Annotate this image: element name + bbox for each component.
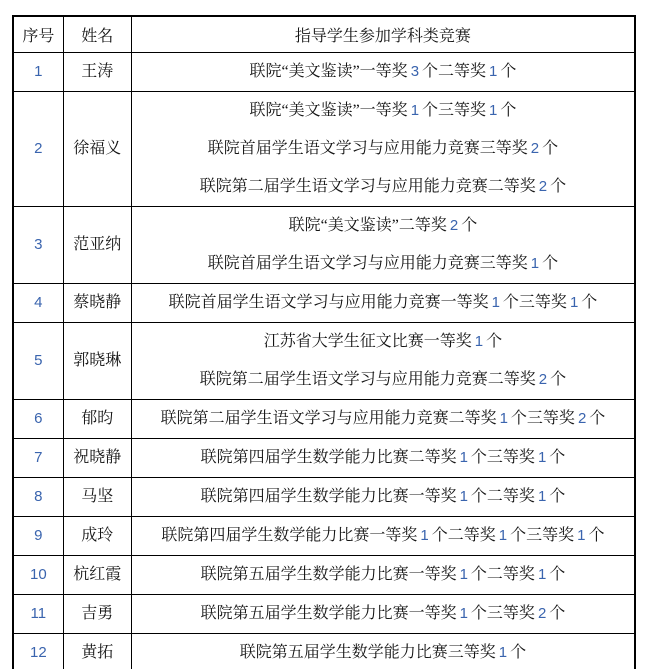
award-line: 联院第五届学生数学能力比赛一等奖 1 个二等奖 1 个: [200, 565, 566, 583]
awards-table: [12, 15, 636, 669]
row-number: 2: [13, 91, 63, 206]
teacher-name: 杭红霞: [63, 555, 131, 594]
table-row: [13, 477, 635, 516]
award-line: 江苏省大学生征文比赛一等奖 1 个: [263, 332, 503, 350]
award-line: 联院第四届学生数学能力比赛一等奖 1 个二等奖 1 个三等奖 1 个: [161, 526, 605, 544]
table-row: [13, 283, 635, 322]
teacher-name: 郁昀: [63, 399, 131, 438]
table-row: [13, 322, 635, 399]
award-line: 联院第四届学生数学能力比赛二等奖 1 个三等奖 1 个: [200, 448, 566, 466]
award-cell: [131, 399, 635, 438]
teacher-name: 徐福义: [63, 91, 131, 206]
row-number: 11: [13, 594, 63, 633]
header-row: [13, 16, 635, 52]
teacher-name: 马坚: [63, 477, 131, 516]
award-cell: [131, 283, 635, 322]
table-row: [13, 399, 635, 438]
row-number: 10: [13, 555, 63, 594]
table-row: [13, 516, 635, 555]
award-cell: [131, 91, 635, 206]
teacher-name: 范亚纳: [63, 206, 131, 283]
table-row: [13, 594, 635, 633]
teacher-name: 祝晓静: [63, 438, 131, 477]
row-number: 3: [13, 206, 63, 283]
table-row: [13, 438, 635, 477]
award-cell: [131, 438, 635, 477]
teacher-name: 黄拓: [63, 633, 131, 669]
row-number: 6: [13, 399, 63, 438]
award-line: 联院“美文鉴读”二等奖 2 个: [288, 216, 478, 234]
award-line: 联院“美文鉴读”一等奖 1 个三等奖 1 个: [249, 101, 517, 119]
award-line: 联院首届学生语文学习与应用能力竞赛三等奖 1 个: [207, 254, 559, 272]
award-cell: [131, 477, 635, 516]
header-awards: 指导学生参加学科类竞赛: [131, 16, 635, 52]
award-line: 联院第五届学生数学能力比赛一等奖 1 个三等奖 2 个: [200, 604, 566, 622]
award-line: 联院第四届学生数学能力比赛一等奖 1 个二等奖 1 个: [200, 487, 566, 505]
teacher-name: 王涛: [63, 52, 131, 91]
table-row: [13, 633, 635, 669]
row-number: 12: [13, 633, 63, 669]
award-line: 联院第五届学生数学能力比赛三等奖 1 个: [239, 643, 527, 661]
award-cell: [131, 555, 635, 594]
award-cell: [131, 594, 635, 633]
teacher-name: 吉勇: [63, 594, 131, 633]
row-number: 7: [13, 438, 63, 477]
award-cell: [131, 52, 635, 91]
award-line: 联院第二届学生语文学习与应用能力竞赛二等奖 2 个: [199, 177, 567, 195]
teacher-name: 成玲: [63, 516, 131, 555]
table-row: [13, 206, 635, 283]
teacher-name: 蔡晓静: [63, 283, 131, 322]
award-line: 联院首届学生语文学习与应用能力竞赛三等奖 2 个: [207, 139, 559, 157]
award-cell: [131, 206, 635, 283]
row-number: 4: [13, 283, 63, 322]
award-cell: [131, 516, 635, 555]
award-cell: [131, 322, 635, 399]
teacher-name: 郭晓琳: [63, 322, 131, 399]
row-number: 9: [13, 516, 63, 555]
award-line: 联院“美文鉴读”一等奖 3 个二等奖 1 个: [249, 62, 517, 80]
row-number: 1: [13, 52, 63, 91]
award-line: 联院首届学生语文学习与应用能力竞赛一等奖 1 个三等奖 1 个: [168, 293, 598, 311]
row-number: 8: [13, 477, 63, 516]
award-cell: [131, 633, 635, 669]
table-row: [13, 555, 635, 594]
header-name: 姓名: [63, 16, 131, 52]
award-line: 联院第二届学生语文学习与应用能力竞赛二等奖 1 个三等奖 2 个: [160, 409, 606, 427]
table-row: [13, 52, 635, 91]
header-serial: 序号: [13, 16, 63, 52]
award-line: 联院第二届学生语文学习与应用能力竞赛二等奖 2 个: [199, 370, 567, 388]
row-number: 5: [13, 322, 63, 399]
table-row: [13, 91, 635, 206]
